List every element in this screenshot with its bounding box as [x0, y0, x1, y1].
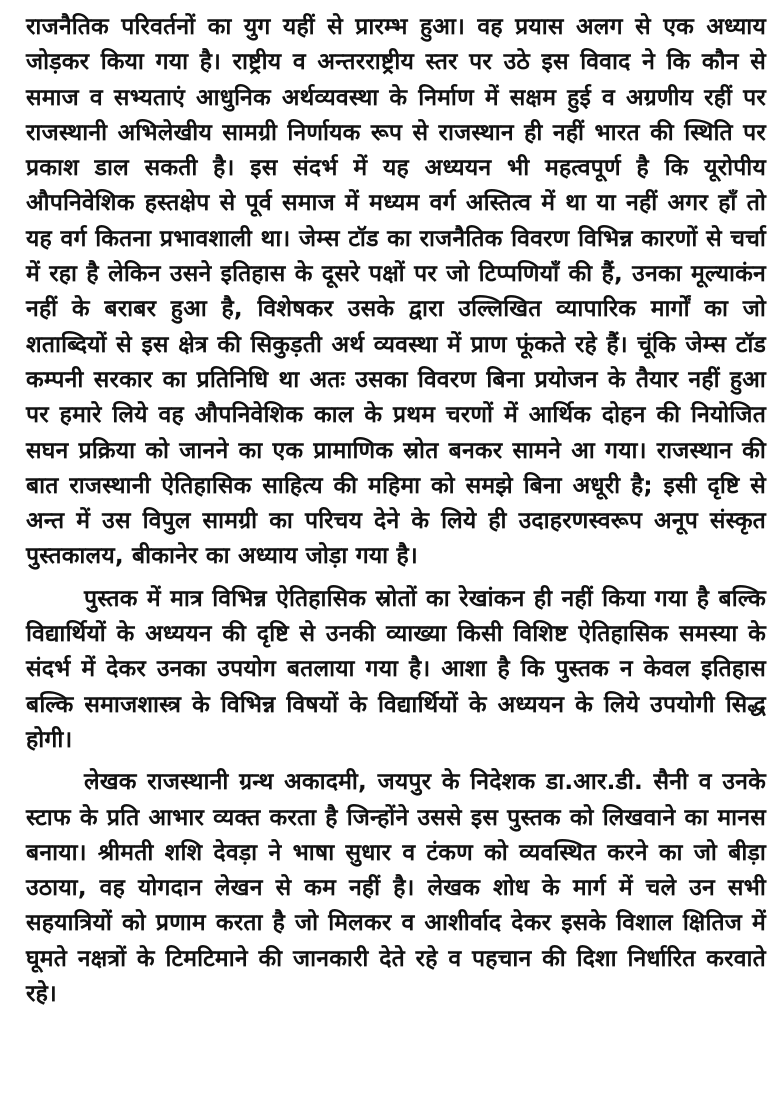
- paragraph-3: लेखक राजस्थानी ग्रन्थ अकादमी, जयपुर के निदेशक डा.आर.डी. सैनी व उनके स्टाफ के प्रति आभार व्यक्त करता है जिन्होंने उससे इस पुस्तक को लिखवाने का मानस बनाया। श्रीमती शशि देवड़ा ने भाषा सुधार व टंकण को व्यवस्थित करने का जो बीड़ा उठाया, वह योगदान लेखन से कम नहीं है। लेखक शोध के मार्ग में चले उन सभी सहयात्रियों को प्रणाम करता है जो मिलकर व आशीर्वाद देकर इसके विशाल क्षितिज में घूमते नक्षत्रों के टिमटिमाने की जानकारी देते रहे व पहचान की दिशा निर्धारित करवाते रहे।: [26, 769, 766, 1008]
- paragraph-1: राजनैतिक परिवर्तनों का युग यहीं से प्रारम्भ हुआ। वह प्रयास अलग से एक अध्याय जोड़कर किया गया है। राष्ट्रीय व अन्तरराष्ट्रीय स्तर पर उठे इस विवाद ने कि कौन से समाज व सभ्यताएं आधुनिक अर्थव्यवस्था के निर्माण में सक्षम हुई व अग्रणीय रहीं पर राजस्थानी अभिलेखीय सामग्री निर्णायक रूप से राजस्थान ही नहीं भारत की स्थिति पर प्रकाश डाल सकती है। इस संदर्भ में यह अध्ययन भी महत्वपूर्ण है कि यूरोपीय औपनिवेशिक हस्तक्षेप से पूर्व समाज में मध्यम वर्ग अस्तित्व में था या नहीं अगर हाँ तो यह वर्ग कितना प्रभावशाली था। जेम्स टॉड का राजनैतिक विवरण विभिन्न कारणों से चर्चा में रहा है लेकिन उसने इतिहास के दूसरे पक्षों पर जो टिप्पणियाँ की हैं, उनका मूल्याकंन नहीं के बराबर हुआ है, विशेषकर उसके द्वारा उल्लिखित व्यापारिक मार्गों का जो शताब्दियों से इस क्षेत्र की सिकुड़ती अर्थ व्यवस्था में प्राण फूंकते रहे हैं। चूंकि जेम्स टॉड कम्पनी सरकार का प्रतिनिधि था अतः उसका विवरण बिना प्रयोजन के तैयार नहीं हुआ पर हमारे लिये वह औपनिवेशिक काल के प्रथम चरणों में आर्थिक दोहन की नियोजित सघन प्रक्रिया को जानने का एक प्रामाणिक स्रोत बनकर सामने आ गया। राजस्थान की बात राजस्थानी ऐतिहासिक साहित्य की महिमा को समझे बिना अधूरी है; इसी दृष्टि से अन्त में उस विपुल सामग्री का परिचय देने के लिये ही उदाहरणस्वरूप अनूप संस्कृत पुस्तकालय, बीकानेर का अध्याय जोड़ा गया है।: [26, 14, 766, 570]
- paragraph-2: पुस्तक में मात्र विभिन्न ऐतिहासिक स्रोतों का रेखांकन ही नहीं किया गया है बल्कि विद्यार्थियों के अध्ययन की दृष्टि से उनकी व्याख्या किसी विशिष्ट ऐतिहासिक समस्या के संदर्भ में देकर उनका उपयोग बतलाया गया है। आशा है कि पुस्तक न केवल इतिहास बल्कि समाजशास्त्र के विभिन्न विषयों के विद्यार्थियों के अध्ययन के लिये उपयोगी सिद्ध होगी।: [26, 585, 766, 753]
